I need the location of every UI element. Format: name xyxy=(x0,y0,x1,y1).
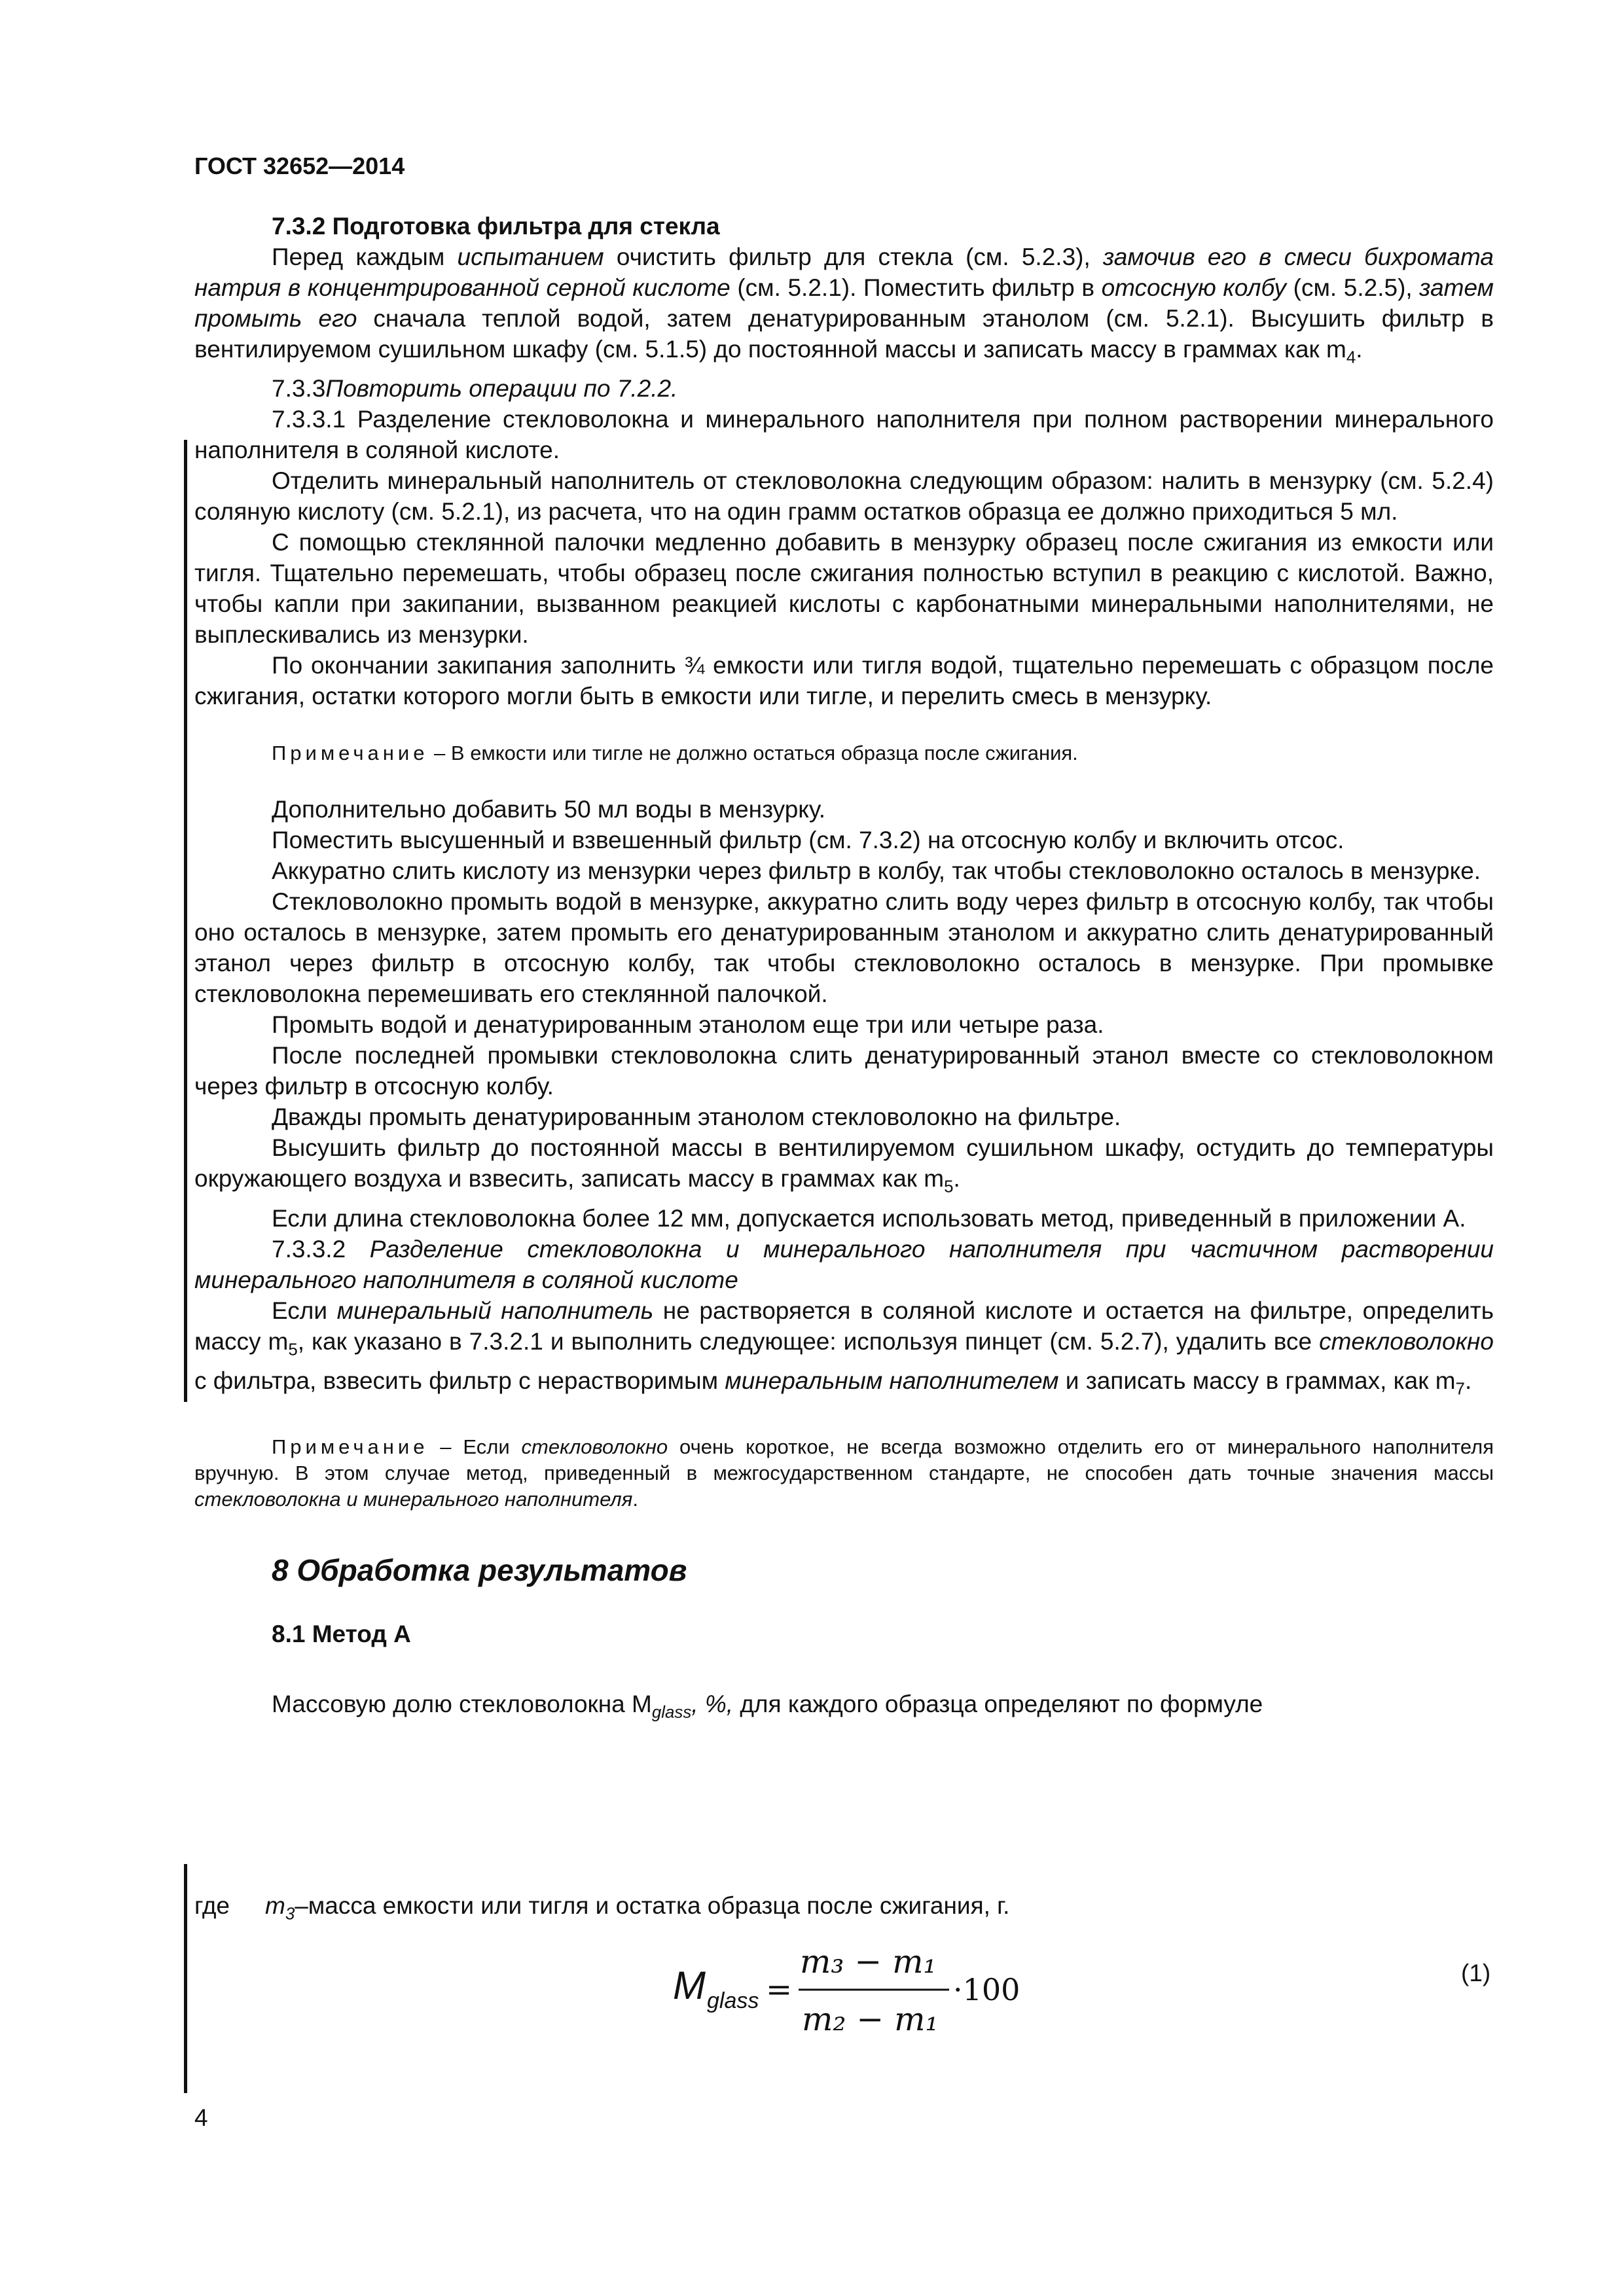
clause-number: 7.3.3 xyxy=(272,375,326,403)
paragraph: По окончании закипания заполнить ¾ емкости или тигля водой, тщательно перемешать с образцом после сжигания, остатки которого могли быть в емкости или тигле, и перелить смесь в мензурку. xyxy=(194,652,1494,710)
subscript: 5 xyxy=(288,1340,298,1359)
paragraph: Дополнительно добавить 50 мл воды в мензурку. xyxy=(272,796,825,823)
italic-text: минеральный наполнитель xyxy=(336,1297,654,1324)
paragraph: С помощью стеклянной палочки медленно добавить в мензурку образец после сжигания из емкости или тигля. Тщательно перемешать, чтобы образец после сжигания полностью вступил в реакцию с кислотой. Важно, чтобы капли при закипании, вызванном реакцией кислоты с карбонатными минеральными наполнителями, не выплескивались из мензурки. xyxy=(194,529,1494,649)
italic-text: замочив его в смеси бихромата натрия в концентрированной серной кислоте xyxy=(194,243,1494,301)
paragraph-text: , как указано в 7.3.2.1 и выполнить следующее: используя пинцет (см. 5.2.7), удалить все xyxy=(297,1327,1320,1355)
subscript: 4 xyxy=(1346,348,1356,367)
section-heading-8: 8 Обработка результатов xyxy=(272,1552,687,1587)
paragraph-text: Если xyxy=(272,1297,337,1324)
where-label: где xyxy=(194,1892,230,1919)
paragraph xyxy=(194,373,1494,404)
paragraph-text: –масса емкости или тигля и остатка образца после сжигания, г. xyxy=(295,1892,1010,1919)
note-text: – Если xyxy=(428,1435,522,1458)
paragraph xyxy=(194,1234,1494,1295)
note xyxy=(194,740,1494,766)
paragraph: Если длина стекловолокна более 12 мм, допускается использовать метод, приведенный в приложении А. xyxy=(272,1204,1466,1232)
formula-space xyxy=(194,1728,1494,1868)
formula-equals: = xyxy=(766,1971,793,2008)
italic-text: стекловолокно xyxy=(1319,1327,1494,1355)
italic-text: отсосную колбу xyxy=(1101,274,1287,301)
italic-text: затем промыть его xyxy=(194,274,1494,332)
page-number: 4 xyxy=(194,2104,208,2131)
paragraph: Если минеральный наполнитель не растворяется в соляной кислоте и остается на фильтре, определить массу $m_5$, как указано в 7.3.2.1 и выполнить следующее: используя пинцет (см. 5.2.7), удалить все стекловолокно с фильтра, взвесить фильтр с нерастворимым минеральным наполнителем и записать массу в граммах, как $m_7$. xyxy=(194,1297,1494,1399)
italic-text: испытанием xyxy=(457,243,604,270)
section-heading-8-1: 8.1 Метод А xyxy=(272,1620,411,1647)
paragraph: Дважды промыть денатурированным этанолом стекловолокно на фильтре. xyxy=(272,1103,1121,1131)
italic-text: стекловолокно xyxy=(521,1435,668,1458)
paragraph: Аккуратно слить кислоту из мензурки через фильтр в колбу, так чтобы стекловолокно осталось в мензурке. xyxy=(272,857,1481,885)
paragraph-text: с фильтра, взвесить фильтр с нерастворимым xyxy=(194,1367,725,1395)
paragraph-text: и записать массу в граммах, как m xyxy=(1058,1367,1456,1395)
italic-text: Повторить операции по 7.2.2. xyxy=(325,375,678,403)
note-label: Примечание xyxy=(272,1435,429,1458)
paragraph-text: для каждого образца определяют по формуле xyxy=(733,1690,1263,1717)
formula-numerator: m₃ − m₁ xyxy=(800,1943,937,1981)
subscript: 5 xyxy=(944,1177,954,1196)
paragraph xyxy=(194,1689,1494,1728)
subscript: 3 xyxy=(285,1905,295,1924)
formula-denominator: m₂ − m₁ xyxy=(802,2000,939,2038)
document-header: ГОСТ 32652—2014 xyxy=(194,152,405,179)
italic-text: минеральным наполнителем xyxy=(725,1367,1059,1395)
paragraph-text: не растворяется в соляной кислоте и остается на фильтре, определить массу m xyxy=(194,1297,1494,1355)
paragraph-text: Высушить фильтр до постоянной массы в вентилируемом сушильном шкафу, остудить до температуры окружающего воздуха и взвесить, записать массу в граммах как m xyxy=(194,1134,1494,1193)
subscript: glass xyxy=(651,1702,692,1721)
paragraph: После последней промывки стекловолокна слить денатурированный этанол вместе со стекловолокном через фильтр в отсосную колбу. xyxy=(194,1042,1494,1100)
paragraph: 7.3.3.1 Разделение стекловолокна и минерального наполнителя при полном растворении минерального наполнителя в соляной кислоте. xyxy=(194,406,1494,464)
note-text: очень короткое, не всегда возможно отделить его от минерального наполнителя вручную. В этом случае метод, приведенный в межгосударственном стандарте, не способен дать точные значения массы xyxy=(194,1435,1494,1484)
document-body xyxy=(194,211,1494,1929)
clause-number: 7.3.3.2 xyxy=(272,1235,370,1263)
equation-number: (1) xyxy=(1461,1960,1491,1986)
subscript: 7 xyxy=(1455,1380,1465,1399)
formula-lhs-subscript: glass xyxy=(707,1988,759,2013)
note-label: Примечание xyxy=(272,742,429,765)
formula-multiplier: ·100 xyxy=(953,1972,1020,2007)
paragraph: Перед каждым испытанием очистить фильтр для стекла (см. 5.2.3), замочив его в смеси бихромата натрия в концентрированной серной кислоте (см. 5.2.1). Поместить фильтр в отсосную колбу (см. 5.2.5), затем промыть его сначала теплой водой, затем денатурированным этанолом (см. 5.2.1). Высушить фильтр в вентилируемом сушильном шкафу (см. 5.1.5) до постоянной массы и записать массу в граммах как $m_4$. xyxy=(194,243,1494,367)
paragraph: Промыть водой и денатурированным этанолом еще три или четыре раза. xyxy=(272,1011,1104,1039)
italic-text: , %, xyxy=(691,1690,734,1717)
revision-bar xyxy=(184,440,187,1402)
section-heading-7-3-2: 7.3.2 Подготовка фильтра для стекла xyxy=(272,213,720,240)
italic-text: стекловолокна и минерального наполнителя xyxy=(194,1487,633,1511)
note-text: – В емкости или тигле не должно остаться образца после сжигания. xyxy=(428,742,1078,765)
formula-1 xyxy=(668,1937,1034,2042)
paragraph: Отделить минеральный наполнитель от стекловолокна следующим образом: налить в мензурку (см. 5.2.4) соляную кислоту (см. 5.2.1), из расчета, что на один грамм остатков образца ее должно приходиться 5 мл. xyxy=(194,467,1494,526)
paragraph: Стекловолокно промыть водой в мензурке, аккуратно слить воду через фильтр в отсосную колбу, так чтобы оно осталось в мензурке, затем промыть его денатурированным этанолом и аккуратно слить денатурированный этанол через фильтр в отсосную колбу, так чтобы стекловолокно осталось в мензурке. При промывке стекловолокна перемешивать его стеклянной палочкой. xyxy=(194,888,1494,1008)
paragraph: Высушить фильтр до постоянной массы в вентилируемом сушильном шкафу, остудить до температуры окружающего воздуха и взвесить, записать массу в граммах как $m_5$. xyxy=(194,1134,1494,1196)
italic-text: m xyxy=(265,1892,285,1919)
paragraph: Поместить высушенный и взвешенный фильтр (см. 7.3.2) на отсосную колбу и включить отсос. xyxy=(272,827,1344,854)
note: Примечание – Если стекловолокно очень короткое, не всегда возможно отделить его от минерального наполнителя вручную. В этом случае метод, приведенный в межгосударственном стандарте, не способен дать точные значения массы стекловолокна и минерального наполнителя. xyxy=(194,1435,1494,1511)
revision-bar xyxy=(184,1864,187,2093)
italic-text: Разделение стекловолокна и минерального наполнителя при частичном растворении минерального наполнителя в соляной кислоте xyxy=(194,1235,1494,1293)
where-clause xyxy=(194,1890,1494,1929)
paragraph-text: Массовую долю стекловолокна M xyxy=(272,1690,652,1717)
formula-lhs: M xyxy=(673,1964,706,2007)
